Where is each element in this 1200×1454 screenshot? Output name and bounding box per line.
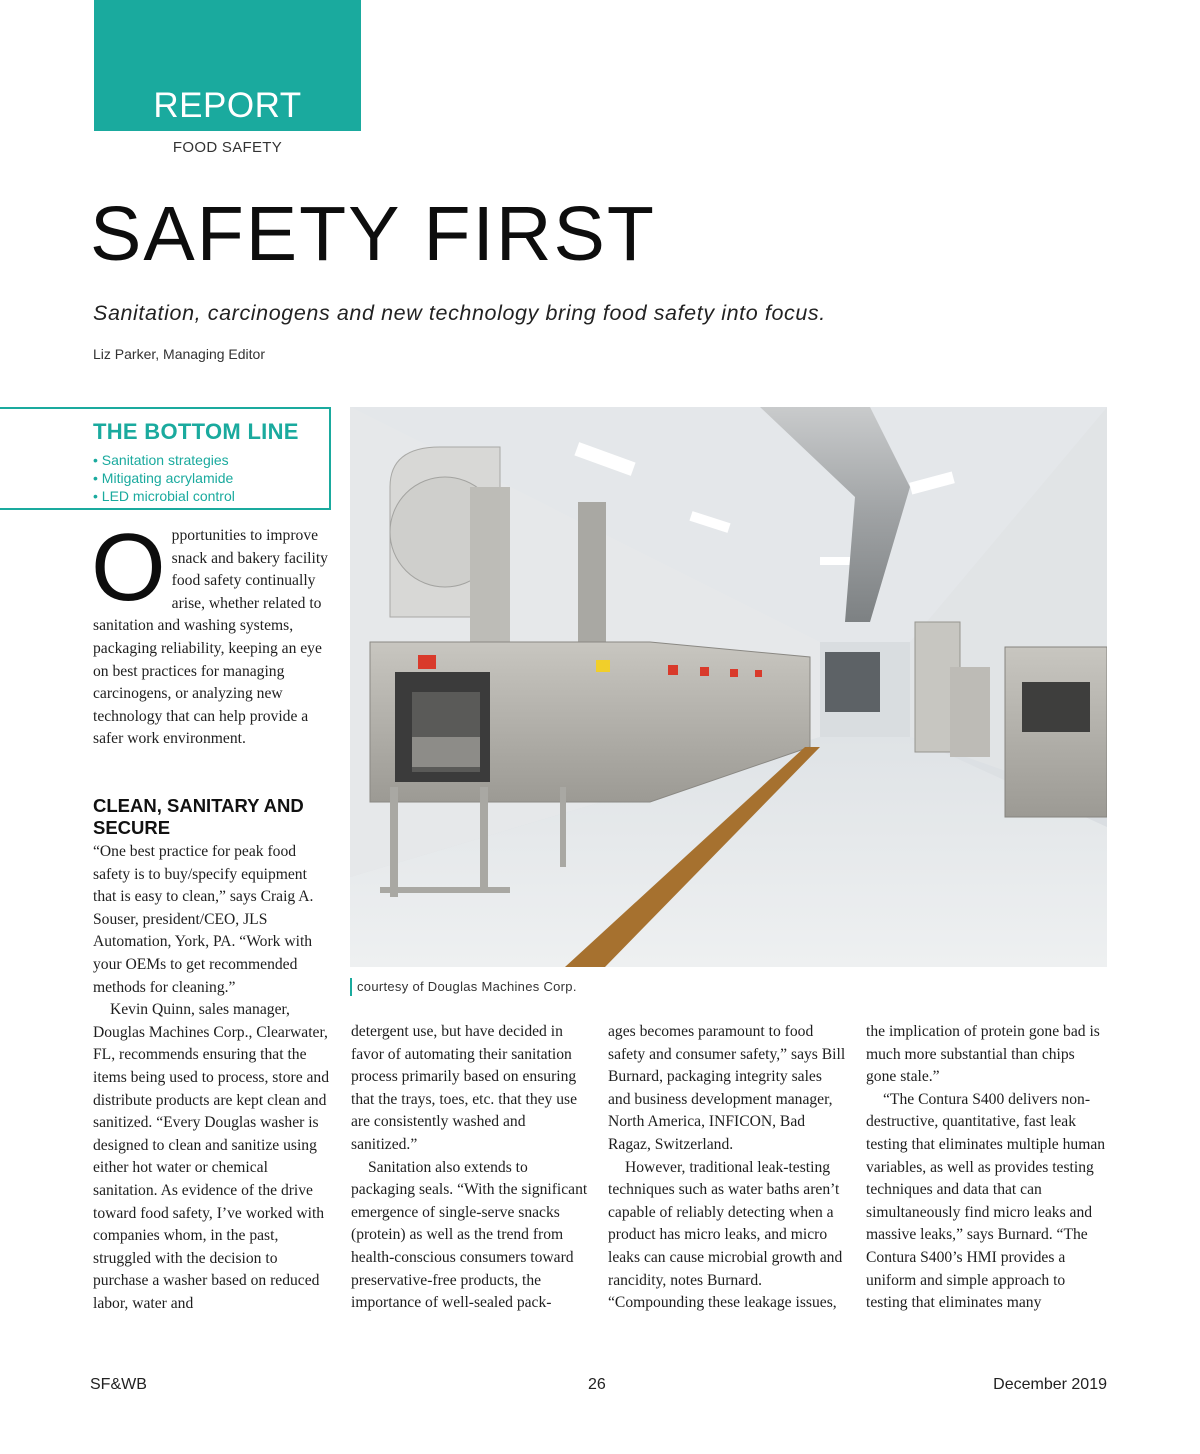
drop-cap: O [91,514,166,621]
paragraph: Kevin Quinn, sales manager, Douglas Machines Corp., Clearwater, FL, recommends ensuring that the items being used to process, store and distribute products are kept clean and sanitized. “Every Douglas washer is designed to clean and sanitize using either hot water or chemical sanitation. As evidence of the drive toward food safety, I’ve worked with companies whom, in the past, struggled with the decision to purchase a washer based on reduced labor, water and [93,1001,330,1312]
bottom-line-list [93,451,235,505]
column-4 [866,1021,1106,1315]
article-dek: Sanitation, carcinogens and new technology bring food safety into focus. [93,301,826,325]
caption-accent [350,978,352,996]
column-1 [93,841,333,1315]
paragraph: ages becomes paramount to food safety and consumer safety,” says Bill Burnard, packaging integrity sales and business development manager, North America, INFICON, Bad Ragaz, Switzerland. [608,1023,846,1153]
footer-publication: SF&WB [90,1376,147,1393]
intro-paragraph [91,514,333,751]
report-label: REPORT [153,86,302,125]
page-number: 26 [588,1376,606,1393]
column-2 [351,1021,591,1315]
paragraph: “The Contura S400 delivers non-destructive, quantitative, fast leak testing that eliminates multiple human variables, as well as provides testing techniques and data that can simultaneously find micro leaks and massive leaks,” says Burnard. “The Contura S400’s HMI provides a uniform and simple approach to testing that eliminates many [866,1090,1106,1312]
paragraph: Sanitation also extends to packaging seals. “With the significant emergence of single-serve snacks (protein) as well as the trend from health-conscious consumers toward preservative-free products, the importance of well-sealed pack- [351,1158,588,1312]
section-heading: CLEAN, SANITARY AND SECURE [93,795,304,838]
footer-date: December 2019 [993,1376,1107,1393]
paragraph: However, traditional leak-testing techniques such as water baths aren’t capable of reliably detecting when a product has micro leaks, and micro leaks can cause microbial growth and rancidity, notes Burnard. “Compounding these leakage issues, [608,1158,843,1312]
byline: Liz Parker, Managing Editor [93,346,265,362]
intro-text: pportunities to improve snack and bakery facility food safety continually arise, whether related to sanitation and washing systems, packaging reliability, keeping an eye on best practices for managing carcinogens, or analyzing new technology that can help provide a safer work environment. [93,527,328,748]
paragraph: detergent use, but have decided in favor of automating their sanitation process primarily based on ensuring that the trays, toes, etc. that they use are consistently washed and sanitized.” [351,1023,578,1153]
column-3 [608,1021,848,1315]
equipment-photo [350,407,1107,967]
page-title: SAFETY FIRST [90,191,656,277]
bottom-line-item: • LED microbial control [93,488,235,504]
paragraph: the implication of protein gone bad is much more substantial than chips gone stale.” [866,1023,1100,1086]
paragraph: “One best practice for peak food safety is to buy/specify equipment that is easy to clean,” says Craig A. Souser, president/CEO, JLS Automation, York, PA. “Work with your OEMs to get recommended methods for cleaning.” [93,843,314,996]
bottom-line-title: THE BOTTOM LINE [93,419,299,444]
bottom-line-item: • Mitigating acrylamide [93,470,234,486]
photo-caption: courtesy of Douglas Machines Corp. [357,979,577,994]
bottom-line-item: • Sanitation strategies [93,452,229,468]
section-label: FOOD SAFETY [172,139,283,156]
